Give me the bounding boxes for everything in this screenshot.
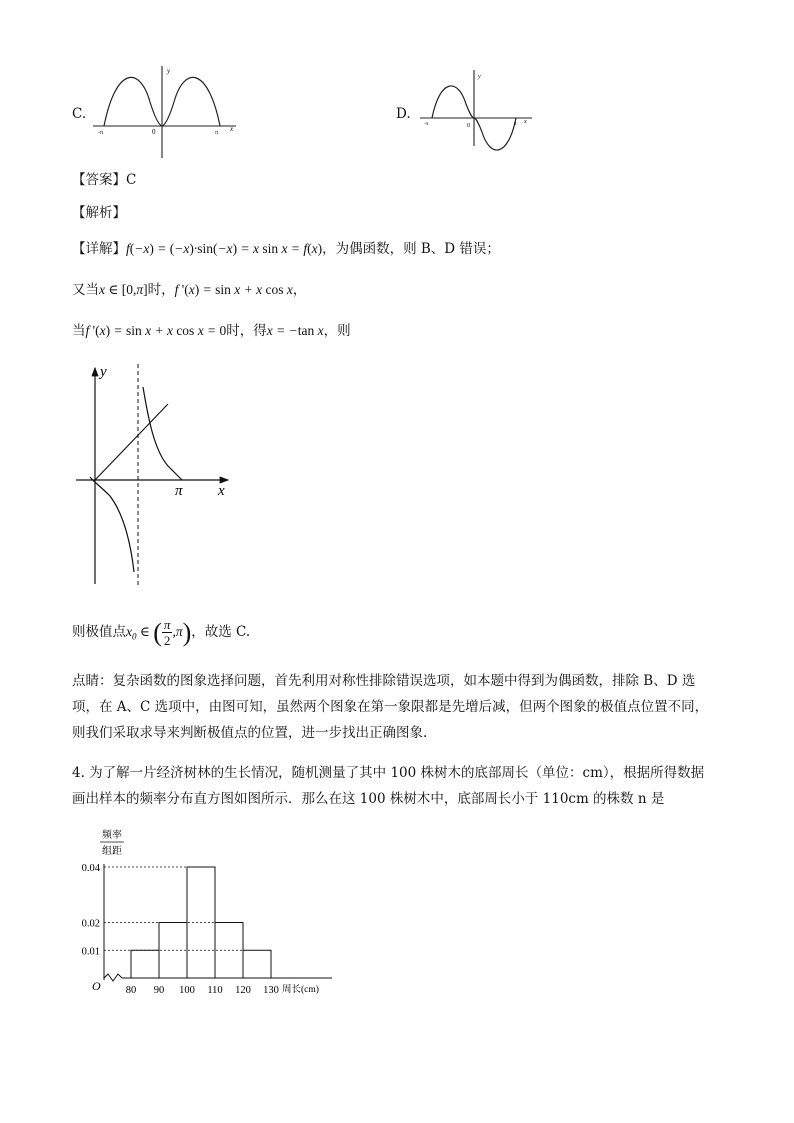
- hist-bar: [243, 950, 271, 978]
- detail-line-3: [72, 321, 351, 341]
- option-d-graph: [414, 66, 544, 156]
- option-c-graph: [88, 62, 248, 162]
- note-paragraph: 点睛：复杂函数的图象选择问题，首先利用对称性排除错误选项，如本题中得到为偶函数，排除 B、D 选项，在 A、C 选项中，由图可知，虽然两个图象在第一象限都是先增后减，但两个图象的极值点位置不同，则我们采取求导来判断极值点的位置，进一步找出正确图象.: [72, 673, 709, 741]
- detail-line1-tail: ，为偶函数，则 B、D 错误；: [322, 241, 500, 257]
- sketch-pi-label: π: [175, 483, 183, 499]
- formula-interval: x ∈ [0,π]: [99, 282, 148, 297]
- detail-line3-tail: ，则: [323, 323, 351, 339]
- hist-axis-break: [104, 974, 122, 981]
- d-y-label: y: [478, 74, 481, 80]
- detail-line3-mid: 时，得: [226, 323, 267, 339]
- detail-label: 【详解】: [72, 241, 126, 257]
- formula-extreme-point: $x_0$ ∈ ( $\frac{\pi}{2}$ ,π): [126, 617, 192, 649]
- formula-derivative: f '(x) = sin x + x cos x，: [174, 282, 307, 297]
- hist-xtick-label: 120: [235, 985, 251, 996]
- conclusion-line: [72, 610, 250, 659]
- d-origin: 0: [467, 123, 470, 129]
- sketch-line-y-eq-x: [95, 404, 168, 480]
- d-right-tick: π: [514, 122, 517, 127]
- conclusion-prefix: 则极值点: [72, 624, 126, 640]
- detail-line-1: 【详解】f(−x) = (−x)·sin(−x) = x sin x = f(x)，为偶函数，则 B、D 错误；: [72, 241, 500, 257]
- c-left-tick: -π: [98, 130, 104, 136]
- answer-label: 【答案】: [72, 172, 126, 188]
- sketch-x-label: x: [218, 483, 225, 499]
- hist-xtick-label: 100: [179, 985, 195, 996]
- hist-ytick-label: 0.01: [81, 946, 100, 958]
- answer-value: C: [126, 172, 137, 188]
- detail-line3-prefix: 当: [72, 323, 86, 339]
- formula-tan: x = −tan x: [266, 323, 324, 338]
- formula-derivative-zero: f '(x) = sin x + x cos x = 0: [85, 323, 227, 338]
- sketch-neg-tan-left: [90, 477, 134, 572]
- hist-origin-label: O: [92, 979, 101, 993]
- c-y-label: y: [167, 67, 171, 75]
- detail-line2-prefix: 又当: [72, 282, 99, 298]
- hist-bar: [131, 950, 159, 978]
- c-origin: 0: [152, 128, 156, 136]
- detail-line-2: [72, 280, 306, 300]
- hist-xtick-label: 110: [207, 985, 223, 996]
- option-d-label: D.: [396, 106, 411, 122]
- hist-ylabel-bottom: 组距: [102, 846, 122, 857]
- hist-ytick-label: 0.02: [81, 918, 100, 930]
- histogram-chart: [74, 826, 344, 1000]
- d-left-tick: -π: [424, 122, 429, 127]
- hist-ylabel-top: 频率: [102, 830, 122, 841]
- formula-even-function: f: [126, 241, 130, 256]
- sketch-y-label: y: [100, 364, 107, 380]
- c-x-label: x: [230, 125, 234, 133]
- hist-xtick-label: 80: [125, 985, 137, 996]
- analysis-label: 【解析】: [72, 205, 126, 221]
- hist-xlabel: 周长(cm): [282, 985, 319, 995]
- option-c-label: C.: [72, 106, 87, 122]
- sketch-neg-tan-right: [143, 387, 182, 480]
- question-4: 4. 为了解一片经济树林的生长情况，随机测量了其中 100 株树木的底部周长（单位：cm），根据所得数据画出样本的频率分布直方图如图所示．那么在这 100 株树木中，底部周长小于 110cm 的株数 n 是: [72, 765, 705, 807]
- hist-xtick-label: 130: [263, 985, 279, 996]
- tan-sketch: [70, 362, 240, 590]
- c-right-tick: π: [215, 130, 219, 136]
- hist-ytick-label: 0.04: [81, 863, 100, 874]
- conclusion-tail: ，故选 C.: [191, 624, 251, 640]
- answer-line: [72, 170, 136, 190]
- detail-line2-mid: 时，: [147, 282, 175, 298]
- hist-xtick-label: 90: [153, 985, 165, 996]
- d-x-label: x: [524, 119, 527, 125]
